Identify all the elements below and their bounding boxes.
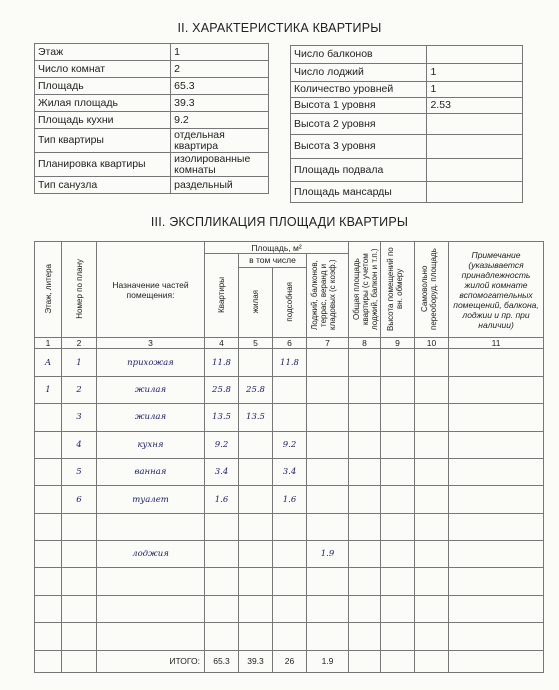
table-row	[35, 568, 544, 595]
cell-flat: 3.4	[205, 458, 239, 485]
cell-aux: 3.4	[273, 458, 307, 485]
header-total-area: Общая площадь квартиры (с учетом лоджий, балкон и т.п.)	[349, 242, 381, 338]
total-loggia: 1.9	[307, 650, 349, 672]
char-label: Количество уровней	[291, 82, 427, 98]
characteristics-right-table	[290, 45, 523, 203]
cell-loggia	[307, 431, 349, 458]
header-height: Высота помещений по вн. обмеру	[381, 242, 415, 338]
table-row	[291, 46, 523, 64]
cell-aux	[273, 404, 307, 431]
cell-flat: 13.5	[205, 404, 239, 431]
cell-flat	[205, 513, 239, 540]
cell-flat: 11.8	[205, 349, 239, 376]
cell-aux	[273, 541, 307, 568]
char-label: Планировка квартиры	[35, 153, 171, 177]
char-value: отдельная квартира	[171, 129, 269, 153]
char-value: 1	[427, 64, 523, 82]
table-row	[35, 623, 544, 650]
table-row	[35, 541, 544, 568]
explication-table	[34, 241, 544, 673]
table-row	[35, 44, 269, 61]
char-label: Тип квартиры	[35, 129, 171, 153]
header-auxiliary: подсобная	[273, 267, 307, 338]
cell-no: 4	[62, 431, 97, 458]
char-label: Жилая площадь	[35, 95, 171, 112]
table-row	[291, 182, 523, 203]
table-row	[35, 458, 544, 485]
cell-loggia	[307, 376, 349, 403]
cell-aux: 9.2	[273, 431, 307, 458]
col-number: 2	[62, 338, 97, 349]
total-aux: 26	[273, 650, 307, 672]
cell-loggia: 1.9	[307, 541, 349, 568]
char-label: Число комнат	[35, 61, 171, 78]
table-row	[291, 135, 523, 159]
char-label: Площадь кухни	[35, 112, 171, 129]
table-row	[35, 376, 544, 403]
cell-purpose: прихожая	[97, 349, 205, 376]
cell-no: 1	[62, 349, 97, 376]
col-number: 7	[307, 338, 349, 349]
cell-no	[62, 541, 97, 568]
table-row	[35, 153, 269, 177]
cell-flat: 1.6	[205, 486, 239, 513]
char-value: 39.3	[171, 95, 269, 112]
char-value	[427, 159, 523, 182]
cell-floor	[35, 513, 62, 540]
explication-table-wrap	[34, 241, 539, 673]
cell-purpose: лоджия	[97, 541, 205, 568]
cell-purpose	[97, 513, 205, 540]
cell-aux	[273, 513, 307, 540]
char-label: Высота 3 уровня	[291, 135, 427, 159]
col-number: 9	[381, 338, 415, 349]
header-flat: Квартиры	[205, 254, 239, 338]
cell-flat: 25.8	[205, 376, 239, 403]
table-row	[35, 61, 269, 78]
header-floor: Этаж, литера	[35, 242, 62, 338]
cell-no: 6	[62, 486, 97, 513]
col-number: 3	[97, 338, 205, 349]
table-row	[35, 112, 269, 129]
col-number: 6	[273, 338, 307, 349]
col-number: 4	[205, 338, 239, 349]
char-value: изолированные комнаты	[171, 153, 269, 177]
table-row	[35, 404, 544, 431]
char-value: 1	[427, 82, 523, 98]
cell-purpose: жилая	[97, 404, 205, 431]
char-label: Число балконов	[291, 46, 427, 64]
cell-loggia	[307, 349, 349, 376]
char-value: 65.3	[171, 78, 269, 95]
cell-purpose: кухня	[97, 431, 205, 458]
char-label: Площадь подвала	[291, 159, 427, 182]
total-living: 39.3	[239, 650, 273, 672]
cell-floor	[35, 541, 62, 568]
cell-living	[239, 486, 273, 513]
total-flat: 65.3	[205, 650, 239, 672]
section2-title: II. ХАРАКТЕРИСТИКА КВАРТИРЫ	[177, 21, 382, 35]
characteristics-left-table	[34, 43, 269, 194]
char-value	[427, 182, 523, 203]
cell-floor: 1	[35, 376, 62, 403]
col-number: 8	[349, 338, 381, 349]
cell-living	[239, 513, 273, 540]
table-row	[35, 95, 269, 112]
header-purpose: Назначение частей помещения:	[97, 242, 205, 338]
cell-purpose: жилая	[97, 376, 205, 403]
cell-loggia	[307, 458, 349, 485]
cell-living: 13.5	[239, 404, 273, 431]
cell-floor: А	[35, 349, 62, 376]
cell-purpose: туалет	[97, 486, 205, 513]
cell-aux: 11.8	[273, 349, 307, 376]
cell-living	[239, 541, 273, 568]
table-row	[291, 82, 523, 98]
char-value: раздельный	[171, 177, 269, 194]
table-row	[291, 159, 523, 182]
total-row	[35, 650, 544, 672]
col-number-row	[35, 338, 544, 349]
cell-living: 25.8	[239, 376, 273, 403]
cell-living	[239, 458, 273, 485]
char-value	[427, 135, 523, 159]
header-in-total: в том числе	[239, 254, 307, 268]
total-label: ИТОГО:	[97, 650, 205, 672]
char-value	[427, 46, 523, 64]
cell-purpose: ванная	[97, 458, 205, 485]
col-number: 5	[239, 338, 273, 349]
table-row	[35, 349, 544, 376]
header-self-rebuild: Самовольно переоборуд. площадь	[415, 242, 449, 338]
char-label: Высота 1 уровня	[291, 98, 427, 114]
table-row	[35, 431, 544, 458]
char-value: 1	[171, 44, 269, 61]
col-number: 11	[449, 338, 544, 349]
header-area: Площадь, м²	[205, 242, 349, 254]
table-row	[35, 129, 269, 153]
cell-living	[239, 431, 273, 458]
cell-loggia	[307, 486, 349, 513]
cell-living	[239, 349, 273, 376]
char-value: 2	[171, 61, 269, 78]
header-note: Примечание (указывается принадлежность жилой комнате вспомогательных помещений, балкона, лоджии и пр. при наличии)	[449, 242, 544, 338]
header-living: жилая	[239, 267, 273, 338]
section3-title: III. ЭКСПЛИКАЦИЯ ПЛОЩАДИ КВАРТИРЫ	[150, 215, 409, 229]
char-value: 9.2	[171, 112, 269, 129]
table-row	[35, 595, 544, 622]
header-loggia: Лоджий, балконов, террас, веранд и кладовых (с коэф.)	[307, 254, 349, 338]
char-label: Тип санузла	[35, 177, 171, 194]
char-label: Площадь мансарды	[291, 182, 427, 203]
cell-no: 5	[62, 458, 97, 485]
table-row	[291, 98, 523, 114]
cell-aux: 1.6	[273, 486, 307, 513]
cell-floor	[35, 431, 62, 458]
cell-no: 2	[62, 376, 97, 403]
cell-flat: 9.2	[205, 431, 239, 458]
table-row	[35, 513, 544, 540]
table-row	[35, 486, 544, 513]
char-label: Этаж	[35, 44, 171, 61]
table-row	[291, 64, 523, 82]
cell-no	[62, 513, 97, 540]
cell-loggia	[307, 404, 349, 431]
char-label: Площадь	[35, 78, 171, 95]
cell-floor	[35, 458, 62, 485]
table-row	[35, 177, 269, 194]
char-label: Число лоджий	[291, 64, 427, 82]
cell-floor	[35, 486, 62, 513]
char-value	[427, 114, 523, 135]
cell-aux	[273, 376, 307, 403]
col-number: 10	[415, 338, 449, 349]
cell-flat	[205, 541, 239, 568]
cell-loggia	[307, 513, 349, 540]
header-plan-no: Номер по плану	[62, 242, 97, 338]
cell-floor	[35, 404, 62, 431]
char-label: Высота 2 уровня	[291, 114, 427, 135]
char-value: 2.53	[427, 98, 523, 114]
header-row	[35, 242, 544, 254]
table-row	[291, 114, 523, 135]
table-row	[35, 78, 269, 95]
col-number: 1	[35, 338, 62, 349]
cell-no: 3	[62, 404, 97, 431]
